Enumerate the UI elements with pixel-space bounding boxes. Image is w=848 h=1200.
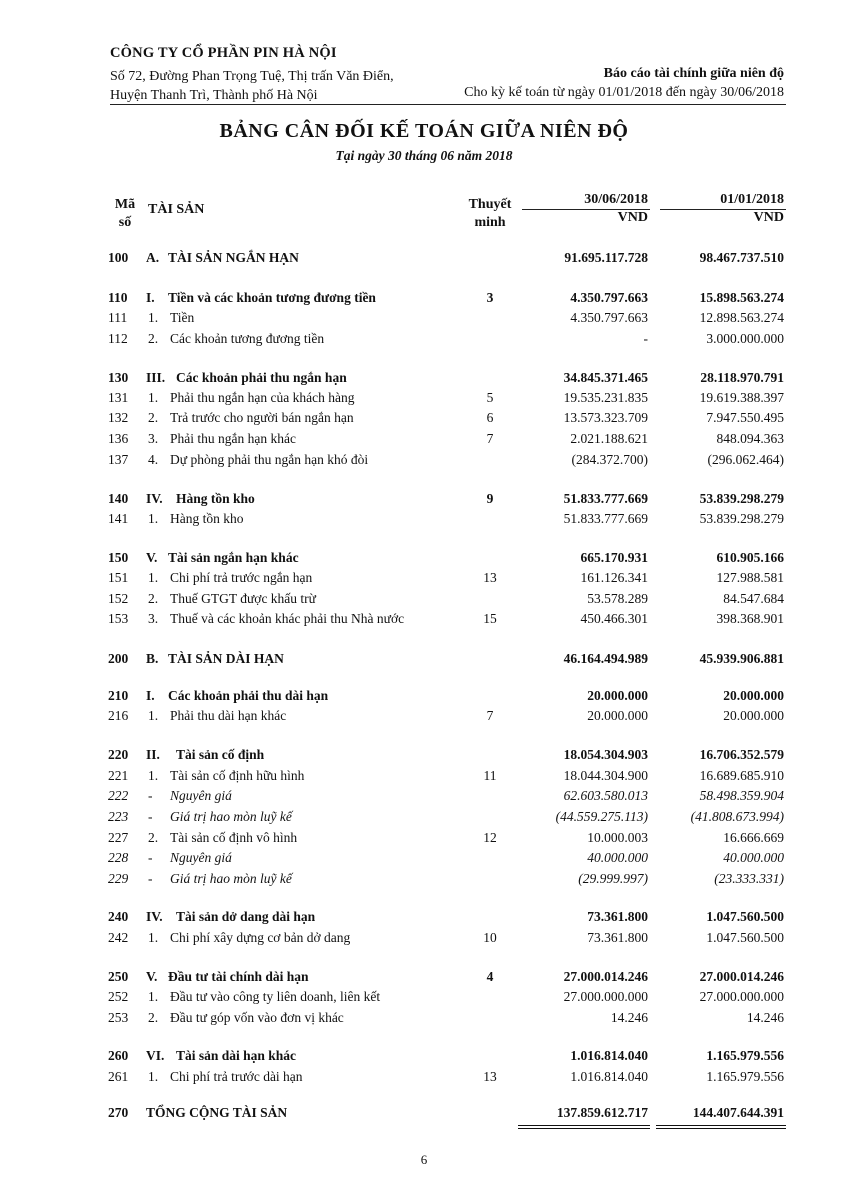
row-value-prior: 58.498.359.904 [699,788,784,803]
row-index: 1. [148,511,159,526]
row-value-prior: 3.000.000.000 [706,331,784,346]
row-label: Tài sản dài hạn khác [176,1048,297,1063]
row-value-current: 27.000.014.246 [563,969,648,984]
row-code: 200 [108,651,129,666]
column-header-note-line-1: Thuyết [468,197,512,212]
table-row [0,450,848,470]
row-label: Thuế và các khoản khác phải thu Nhà nước [170,611,405,626]
row-label: Các khoản phải thu dài hạn [168,688,329,703]
column-header-date-prior: 01/01/2018 [720,192,784,207]
table-row [0,568,848,588]
row-index: IV. [146,909,163,924]
table-row [0,1046,848,1066]
row-value-prior: 27.000.014.246 [699,969,784,984]
row-value-prior: 1.047.560.500 [706,909,784,924]
row-value-prior: 16.666.669 [723,830,784,845]
row-value-prior: (41.808.673.994) [690,809,784,824]
row-code: 112 [108,331,128,346]
row-value-prior: 1.047.560.500 [706,930,784,945]
row-code: 242 [108,930,129,945]
report-period: Cho kỳ kế toán từ ngày 01/01/2018 đến ngày 30/06/2018 [464,85,784,100]
row-value-current: 2.021.188.621 [570,431,648,446]
row-index: - [148,788,153,803]
row-code: 253 [108,1010,129,1025]
row-label: Chi phí trả trước ngắn hạn [170,570,313,585]
table-row [0,509,848,529]
row-value-current: 13.573.323.709 [563,410,648,425]
table-row [0,288,848,308]
row-value-prior: 28.118.970.791 [700,370,784,385]
row-code: 210 [108,688,129,703]
row-label: Tài sản ngắn hạn khác [168,550,299,565]
row-index: 1. [148,708,159,723]
row-value-prior: 20.000.000 [723,688,784,703]
row-value-current: 62.603.580.013 [563,788,648,803]
row-code: 131 [108,390,129,405]
row-code: 110 [108,290,128,305]
row-value-current: 53.578.289 [587,591,648,606]
row-label: Tài sản dở dang dài hạn [176,909,316,924]
table-row [0,848,848,868]
row-index: V. [146,969,158,984]
row-note: 13 [483,570,497,585]
row-value-current: 18.054.304.903 [563,747,648,762]
row-code: 228 [108,850,129,865]
table-row [0,489,848,509]
row-code: 229 [108,871,129,886]
row-code: 111 [108,310,128,325]
row-code: 220 [108,747,129,762]
report-header [464,64,784,102]
row-value-current: 51.833.777.669 [563,511,648,526]
row-value-current: 18.044.304.900 [563,768,648,783]
row-value-current: 161.126.341 [580,570,648,585]
row-value-prior: 40.000.000 [723,850,784,865]
row-code: 151 [108,570,129,585]
row-label: Tài sản cố định [176,747,265,762]
row-label: Tiền và các khoản tương đương tiền [168,290,376,305]
row-label: Phải thu dài hạn khác [170,708,287,723]
row-label: Nguyên giá [170,788,232,803]
column-header-code [112,196,138,232]
row-value-current: 14.246 [610,1010,648,1025]
row-value-current: 450.466.301 [580,611,648,626]
row-label: Thuế GTGT được khấu trừ [170,591,316,606]
row-code: 252 [108,989,129,1004]
row-code: 136 [108,431,129,446]
table-row [0,329,848,349]
row-code: 250 [108,969,129,984]
company-address-line-2: Huyện Thanh Trì, Thành phố Hà Nội [110,88,318,103]
row-label: Hàng tồn kho [176,491,255,506]
row-index: A. [146,250,160,265]
row-index: 1. [148,768,159,783]
table-row [0,907,848,927]
row-value-current: (44.559.275.113) [555,809,648,824]
table-row [0,589,848,609]
row-value-prior: 1.165.979.556 [706,1048,784,1063]
row-index: 1. [148,989,159,1004]
row-value-prior: 84.547.684 [723,591,784,606]
table-row [0,1008,848,1028]
row-index: I. [146,688,155,703]
row-code: 141 [108,511,129,526]
row-value-prior: (296.062.464) [707,452,784,467]
table-row [0,368,848,388]
column-header-unit-current: VND [617,210,648,225]
row-value-prior: 15.898.563.274 [699,290,784,305]
table-row [0,928,848,948]
row-note: 7 [486,431,494,446]
table-row [0,686,848,706]
row-label: Nguyên giá [170,850,232,865]
table-row [0,548,848,568]
row-label: Giá trị hao mòn luỹ kế [170,809,292,824]
column-header-note-line-2: minh [474,215,506,230]
row-value-current: 40.000.000 [587,850,648,865]
company-address-line-1: Số 72, Đường Phan Trọng Tuệ, Thị trấn Văn Điển, [110,69,394,84]
row-index: 2. [148,331,159,346]
table-row [0,786,848,806]
row-label: Tiền [170,310,195,325]
table-row [0,706,848,726]
total-underline-prior-2 [656,1128,786,1129]
table-row [0,807,848,827]
row-index: 4. [148,452,159,467]
row-value-prior: 53.839.298.279 [699,491,784,506]
row-index: V. [146,550,158,565]
row-value-prior: 16.706.352.579 [699,747,784,762]
row-value-prior: 7.947.550.495 [706,410,784,425]
row-label: Hàng tồn kho [170,511,244,526]
row-note: 7 [486,708,494,723]
row-code: 140 [108,491,129,506]
row-value-current: 19.535.231.835 [563,390,648,405]
document-title: BẢNG CÂN ĐỐI KẾ TOÁN GIỮA NIÊN ĐỘ [219,120,629,142]
row-value-prior: 1.165.979.556 [706,1069,784,1084]
row-value-current: 46.164.494.989 [563,651,648,666]
table-row [0,987,848,1007]
row-value-current: - [643,331,648,346]
row-label: Các khoản phải thu ngắn hạn [176,370,347,385]
row-label: Giá trị hao mòn luỹ kế [170,871,292,886]
table-row [0,388,848,408]
row-code: 240 [108,909,129,924]
header-divider [110,104,786,105]
row-value-prior: 610.905.166 [716,550,784,565]
row-value-prior: 53.839.298.279 [699,511,784,526]
row-note: 3 [486,290,494,305]
table-row [0,609,848,629]
column-header-code-line-1: Mã [114,197,136,212]
document-subtitle: Tại ngày 30 tháng 06 năm 2018 [335,148,513,163]
report-name: Báo cáo tài chính giữa niên độ [603,66,784,81]
row-index: - [148,850,153,865]
row-value-prior: (23.333.331) [714,871,784,886]
total-underline-current-2 [518,1128,650,1129]
row-index: 1. [148,310,159,325]
row-index: 3. [148,611,159,626]
row-label: Đầu tư góp vốn vào đơn vị khác [170,1010,344,1025]
row-index: - [148,871,153,886]
row-note: 6 [486,410,494,425]
row-value-current: 34.845.371.465 [563,370,648,385]
table-row [0,308,848,328]
row-code: 270 [108,1105,129,1120]
row-code: 132 [108,410,129,425]
table-row [0,1067,848,1087]
row-index: VI. [146,1048,165,1063]
row-label: Chi phí xây dựng cơ bản dở dang [170,930,351,945]
row-note: 4 [486,969,494,984]
row-label: Dự phòng phải thu ngắn hạn khó đòi [170,452,369,467]
row-value-current: 20.000.000 [587,688,648,703]
row-code: 261 [108,1069,129,1084]
row-value-current: 665.170.931 [580,550,648,565]
row-code: 227 [108,830,129,845]
table-row [0,1103,848,1123]
row-label: TÀI SẢN NGẮN HẠN [168,250,299,265]
row-value-prior: 98.467.737.510 [699,250,784,265]
row-label: TỔNG CỘNG TÀI SẢN [146,1105,288,1120]
row-value-current: 27.000.000.000 [563,989,648,1004]
table-row [0,248,848,268]
row-index: 2. [148,830,159,845]
table-row [0,869,848,889]
row-value-current: 4.350.797.663 [570,310,648,325]
table-row [0,828,848,848]
table-row [0,745,848,765]
row-value-prior: 14.246 [746,1010,784,1025]
row-label: Các khoản tương đương tiền [170,331,325,346]
row-label: Đầu tư vào công ty liên doanh, liên kết [170,989,381,1004]
row-index: 2. [148,591,159,606]
row-index: IV. [146,491,163,506]
column-header-code-line-2: số [118,215,132,230]
row-code: 216 [108,708,129,723]
row-code: 221 [108,768,129,783]
row-note: 9 [486,491,494,506]
row-code: 152 [108,591,129,606]
row-value-prior: 848.094.363 [716,431,784,446]
row-note: 13 [483,1069,497,1084]
row-value-current: 10.000.003 [587,830,648,845]
row-value-prior: 127.988.581 [716,570,784,585]
row-index: 2. [148,1010,159,1025]
row-note: 15 [483,611,497,626]
row-value-current: 1.016.814.040 [570,1069,648,1084]
page-number: 6 [420,1152,428,1167]
row-index: - [148,809,153,824]
row-label: Phải thu ngắn hạn khác [170,431,296,446]
company-name: CÔNG TY CỔ PHẦN PIN HÀ NỘI [110,45,337,61]
row-index: B. [146,651,159,666]
row-index: 1. [148,570,159,585]
row-note: 5 [486,390,494,405]
row-code: 153 [108,611,129,626]
row-note: 12 [483,830,497,845]
row-code: 260 [108,1048,129,1063]
row-index: 1. [148,930,159,945]
row-value-prior: 45.939.906.881 [699,651,784,666]
company-header [110,44,394,105]
row-value-current: (284.372.700) [571,452,648,467]
column-header-note [462,196,518,232]
row-value-prior: 20.000.000 [723,708,784,723]
row-code: 100 [108,250,129,265]
row-value-prior: 144.407.644.391 [692,1105,784,1120]
row-code: 222 [108,788,129,803]
row-code: 137 [108,452,129,467]
row-note: 10 [483,930,497,945]
row-index: 1. [148,1069,159,1084]
table-row [0,429,848,449]
row-value-prior: 12.898.563.274 [699,310,784,325]
total-underline-prior-1 [656,1125,786,1126]
row-note: 11 [483,768,497,783]
row-value-current: 1.016.814.040 [570,1048,648,1063]
column-header-assets: TÀI SẢN [148,202,205,217]
row-label: Chi phí trả trước dài hạn [170,1069,303,1084]
row-index: 3. [148,431,159,446]
row-value-current: 73.361.800 [587,909,648,924]
row-label: Phải thu ngắn hạn của khách hàng [170,390,355,405]
row-label: Trả trước cho người bán ngắn hạn [170,410,354,425]
row-index: II. [146,747,160,762]
column-header-date-current: 30/06/2018 [584,192,648,207]
row-index: 2. [148,410,159,425]
row-label: Đầu tư tài chính dài hạn [168,969,309,984]
row-value-current: 20.000.000 [587,708,648,723]
row-value-prior: 27.000.000.000 [699,989,784,1004]
row-value-prior: 16.689.685.910 [699,768,784,783]
row-value-prior: 19.619.388.397 [699,390,784,405]
row-label: TÀI SẢN DÀI HẠN [168,651,284,666]
row-index: I. [146,290,155,305]
row-code: 130 [108,370,129,385]
row-value-current: 4.350.797.663 [570,290,648,305]
row-code: 150 [108,550,129,565]
column-header-unit-prior: VND [753,210,784,225]
row-value-current: 91.695.117.728 [564,250,648,265]
row-label: Tài sản cố định vô hình [170,830,298,845]
row-value-current: 137.859.612.717 [556,1105,648,1120]
total-underline-current-1 [518,1125,650,1126]
table-row [0,766,848,786]
row-value-current: 73.361.800 [587,930,648,945]
row-value-prior: 398.368.901 [716,611,784,626]
row-value-current: (29.999.997) [578,871,648,886]
table-row [0,967,848,987]
row-index: 1. [148,390,159,405]
row-label: Tài sản cố định hữu hình [170,768,305,783]
table-row [0,649,848,669]
row-code: 223 [108,809,129,824]
table-row [0,408,848,428]
row-value-current: 51.833.777.669 [563,491,648,506]
row-index: III. [146,370,166,385]
